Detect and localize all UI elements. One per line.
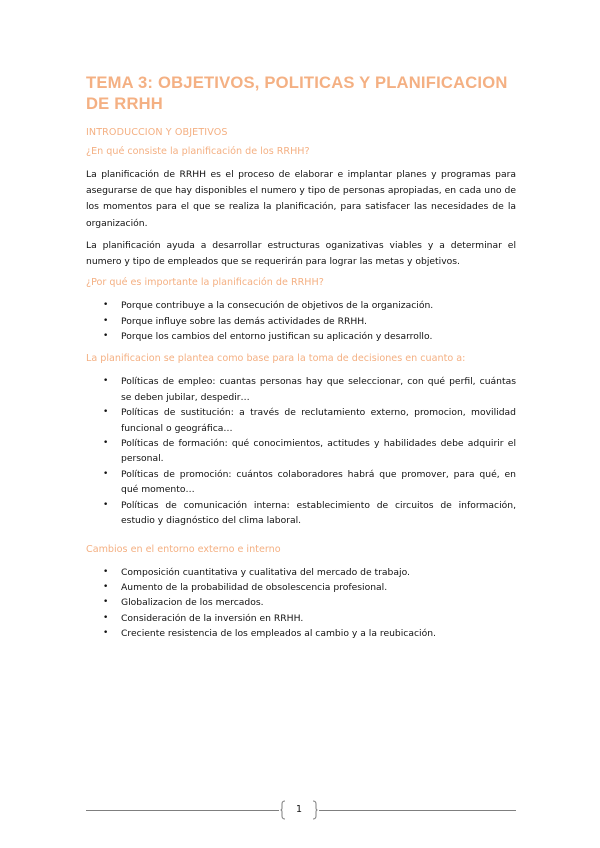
bullet-icon: • — [103, 300, 109, 311]
bullet-icon: • — [103, 597, 109, 608]
page-number-box — [279, 800, 319, 820]
left-brace-icon — [280, 800, 286, 820]
page-number: 1 — [295, 804, 303, 815]
list-item — [86, 298, 516, 313]
list-item — [86, 405, 516, 436]
list-item-text: Políticas de empleo: cuantas personas hay que seleccionar, con qué perfil, cuántas se deben jubilar, despedir… — [121, 376, 516, 403]
list-item — [86, 580, 516, 595]
bullet-icon: • — [103, 468, 109, 479]
list-item — [86, 314, 516, 329]
question-heading-4: Cambios en el entorno externo e interno — [86, 543, 281, 555]
list-item-text: Consideración de la inversión en RRHH. — [121, 612, 304, 624]
list-item — [86, 498, 516, 529]
list-item — [86, 329, 516, 344]
list-item — [86, 374, 516, 405]
bullet-icon: • — [103, 612, 109, 623]
bullet-icon: • — [103, 628, 109, 639]
list-item-text: Creciente resistencia de los empleados al cambio y a la reubicación. — [121, 628, 436, 640]
question-heading-2: ¿Por qué es importante la planificación de RRHH? — [86, 277, 324, 289]
list-item-text: Composición cuantitativa y cualitativa del mercado de trabajo. — [121, 566, 410, 578]
list-item — [86, 436, 516, 467]
right-brace-icon — [312, 800, 318, 820]
bullet-icon: • — [103, 331, 109, 342]
list-item-text: Porque influye sobre las demás actividades de RRHH. — [121, 315, 367, 327]
intro-heading: INTRODUCCION Y OBJETIVOS — [86, 127, 228, 138]
list-item — [86, 595, 516, 610]
list-item — [86, 467, 516, 498]
bullet-icon: • — [103, 581, 109, 592]
document-title: TEMA 3: OBJETIVOS, POLITICAS Y PLANIFICACION DE RRHH — [86, 73, 508, 113]
list-item-text: Políticas de promoción: cuántos colaboradores habrá que promover, para qué, en qué momento… — [121, 468, 516, 496]
list-item-text: Políticas de sustitución: a través de reclutamiento externo, promocion, movilidad funcional o geográfica… — [121, 407, 516, 434]
changes-list — [86, 565, 516, 642]
bullet-icon: • — [103, 438, 109, 449]
list-item-text: Porque los cambios del entorno justifican su aplicación y desarrollo. — [121, 331, 433, 343]
bullet-icon: • — [103, 407, 109, 418]
list-item — [86, 611, 516, 626]
question-heading-3: La planificacion se plantea como base para la toma de decisiones en cuanto a: — [86, 353, 466, 365]
list-item-text: Políticas de formación: qué conocimientos, actitudes y habilidades debe adquirir el personal. — [121, 438, 516, 465]
list-item-text: Aumento de la probabilidad de obsolescencia profesional. — [121, 581, 388, 593]
bullet-icon: • — [103, 499, 109, 510]
document-content — [86, 72, 516, 650]
reasons-list — [86, 298, 516, 344]
bullet-icon: • — [103, 376, 109, 387]
list-item — [86, 626, 516, 641]
list-item-text: Globalizacion de los mercados. — [121, 597, 264, 609]
paragraph-2: La planificación ayuda a desarrollar estructuras oganizativas viables y a determinar el numero y tipo de empleados que se requerirán para lograr las metas y objetivos. — [86, 239, 516, 268]
bullet-icon: • — [103, 566, 109, 577]
question-heading-1: ¿En qué consiste la planificación de los RRHH? — [86, 146, 310, 157]
list-item-text: Políticas de comunicación interna: establecimiento de circuitos de información, estudio y diagnóstico del clima laboral. — [121, 499, 516, 527]
list-item-text: Porque contribuye a la consecución de objetivos de la organización. — [121, 300, 434, 312]
bullet-icon: • — [103, 315, 109, 326]
paragraph-1: La planificación de RRHH es el proceso de elaborar e implantar planes y programas para asegurarse de que hay disponibles el numero y tipo de personas apropiadas, en cada uno de los momentos para el que se realiza la planificación, para satisfacer las necesidades de la organización. — [86, 169, 516, 229]
list-item — [86, 565, 516, 580]
policies-list — [86, 374, 516, 528]
